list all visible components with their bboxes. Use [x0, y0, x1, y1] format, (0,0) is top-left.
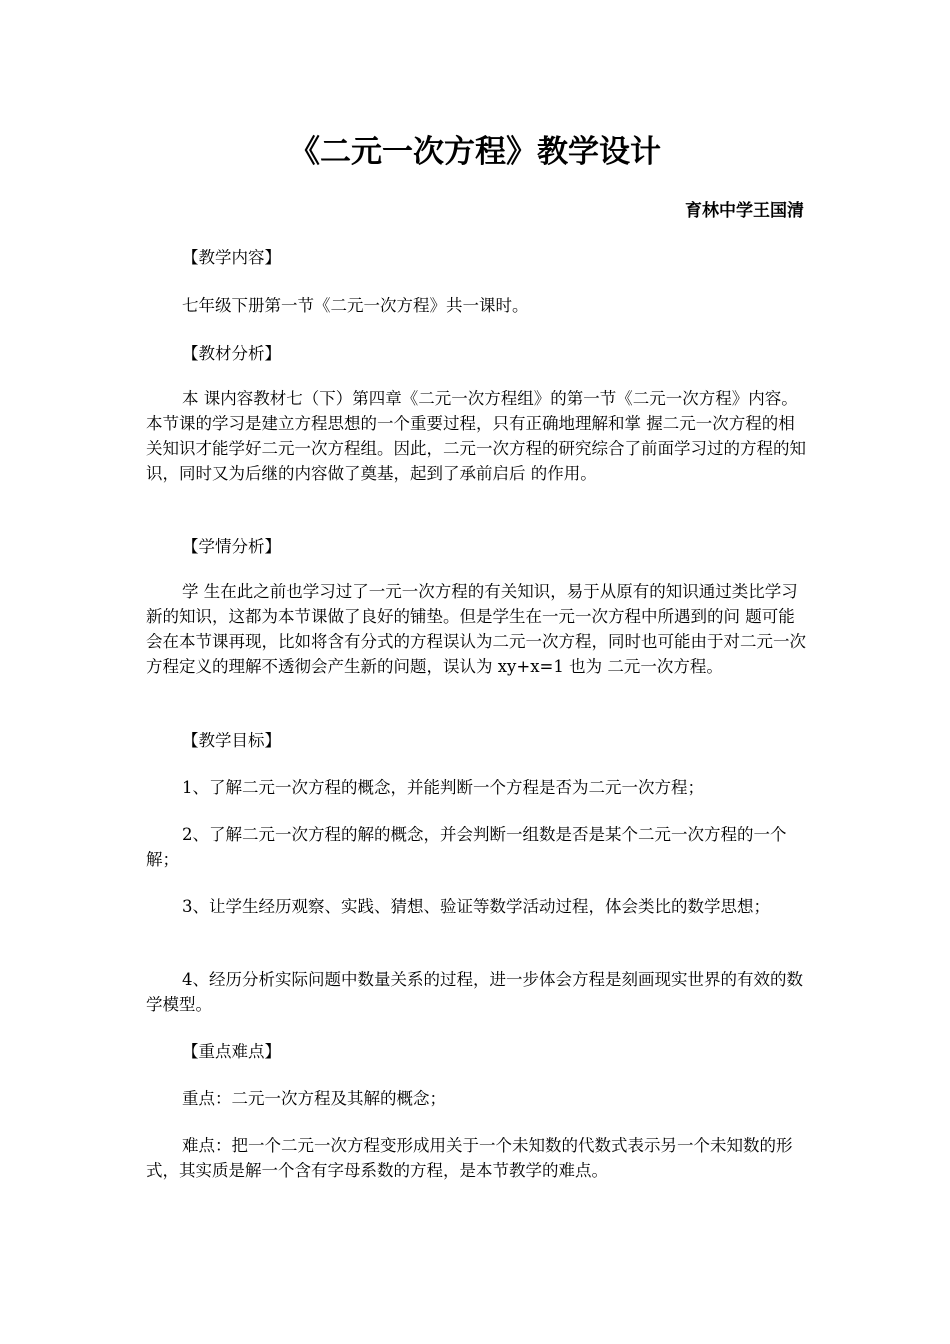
material-paragraph: 本 课内容教材七（下）第四章《二元一次方程组》的第一节《二元一次方程》内容。本节课的学习是建立方程思想的一个重要过程，只有正确地理解和掌 握二元一次方程的相关知识才能学好二元一次方程组。因此，二元一次方程的研究综合了前面学习过的方程的知识，同时又为后继的内容做了奠基，起到了承前启后 的作用。 — [146, 389, 806, 483]
section-heading-goals: 【教学目标】 — [182, 731, 281, 750]
section-heading-content: 【教学内容】 — [182, 248, 281, 267]
content-paragraph: 七年级下册第一节《二元一次方程》共一课时。 — [182, 296, 529, 315]
goal-item-4: 4、经历分析实际问题中数量关系的过程，进一步体会方程是刻画现实世界的有效的数学模型。 — [146, 970, 803, 1014]
goal-item-3: 3、让学生经历观察、实践、猜想、验证等数学活动过程，体会类比的数学思想； — [182, 897, 770, 916]
student-paragraph: 学 生在此之前也学习过了一元一次方程的有关知识，易于从原有的知识通过类比学习新的知识，这都为本节课做了良好的铺垫。但是学生在一元一次方程中所遇到的问 题可能会在本节课再现，比如将含有分式的方程误认为二元一次方程，同时也可能由于对二元一次方程定义的理解不透彻会产生新的问题，误认为 xy+x=1 也为 二元一次方程。 — [146, 582, 806, 676]
difficulty-paragraph: 难点：把一个二元一次方程变形成用关于一个未知数的代数式表示另一个未知数的形式，其实质是解一个含有字母系数的方程，是本节教学的难点。 — [146, 1136, 793, 1180]
goal-item-2: 2、了解二元一次方程的解的概念，并会判断一组数是否是某个二元一次方程的一个解； — [146, 825, 787, 869]
document-title: 《二元一次方程》教学设计 — [289, 134, 661, 170]
section-heading-key: 【重点难点】 — [182, 1042, 281, 1061]
goal-item-1: 1、了解二元一次方程的概念，并能判断一个方程是否为二元一次方程； — [182, 778, 704, 797]
key-point-paragraph: 重点：二元一次方程及其解的概念； — [182, 1089, 446, 1108]
section-heading-student: 【学情分析】 — [182, 537, 281, 556]
document-author: 育林中学王国清 — [685, 201, 804, 221]
section-heading-material: 【教材分析】 — [182, 344, 281, 363]
